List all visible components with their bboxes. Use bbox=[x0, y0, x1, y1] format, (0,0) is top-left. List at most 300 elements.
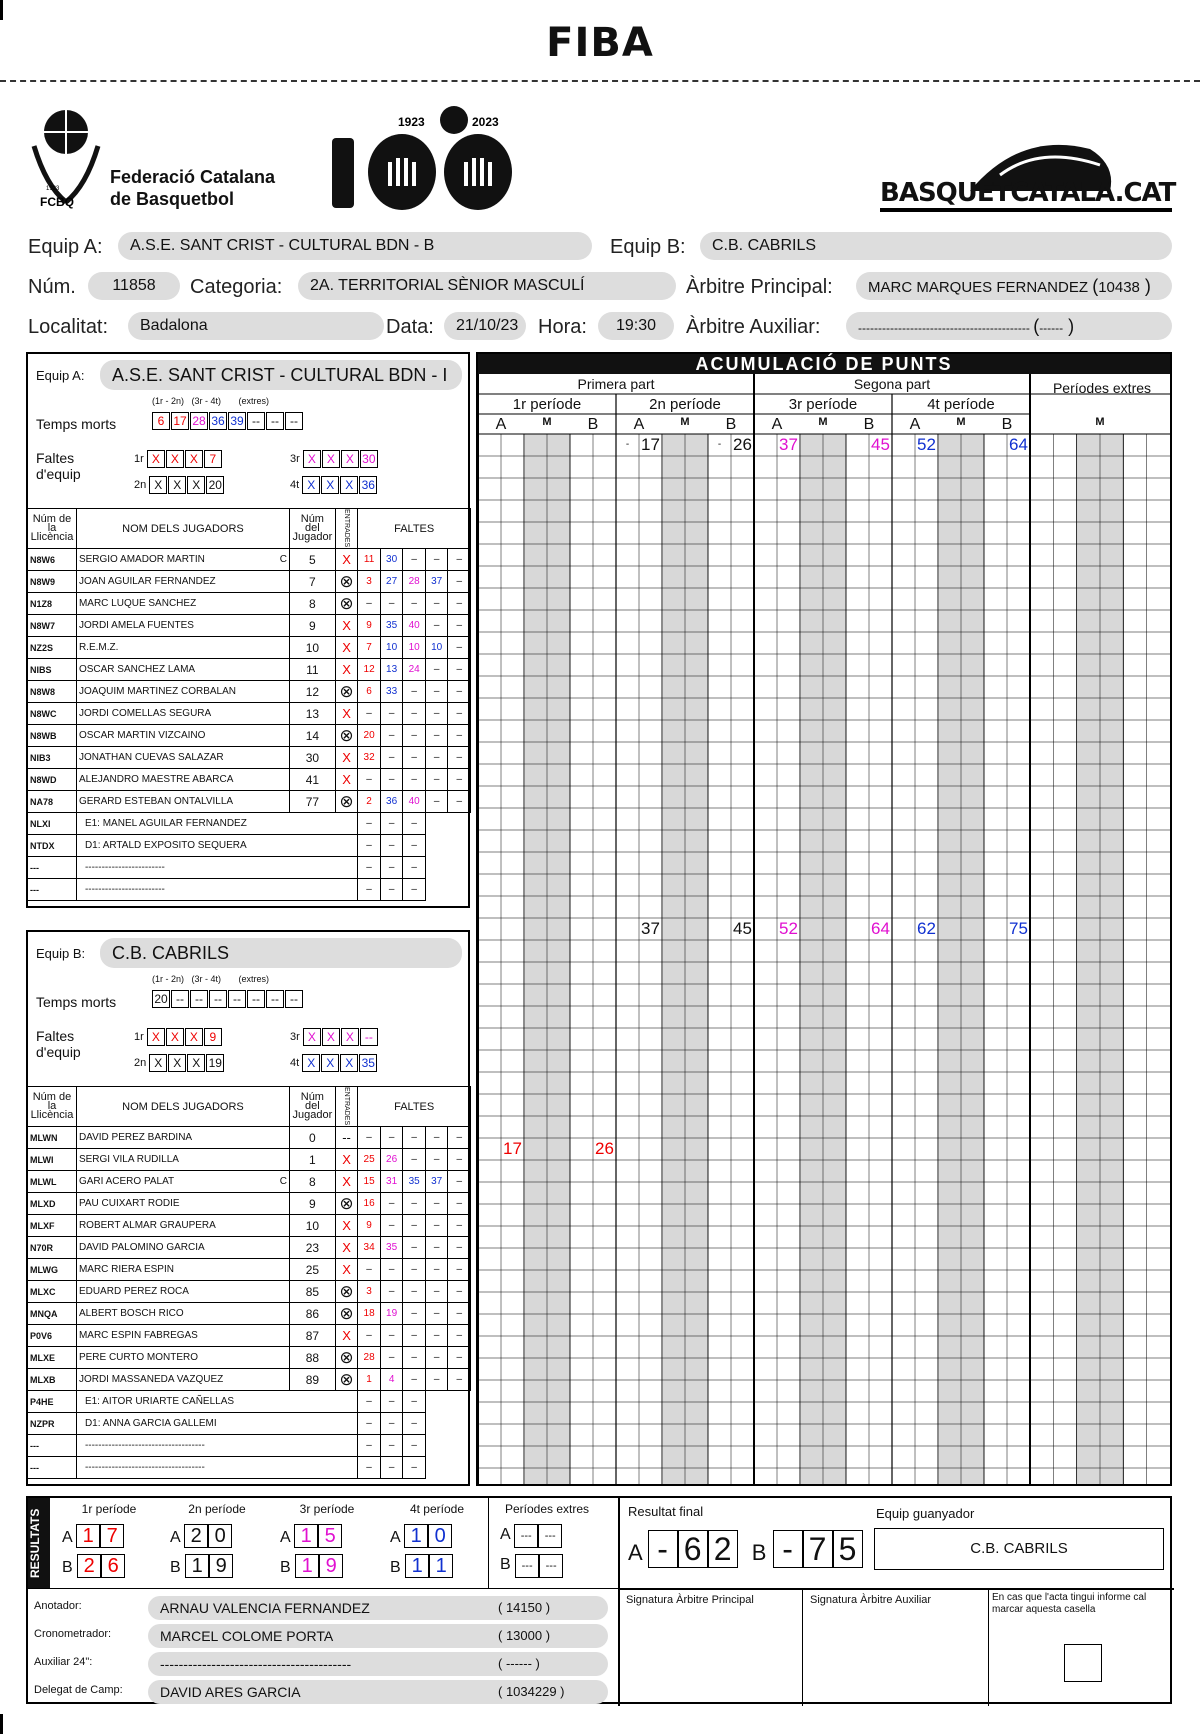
team-b-box-name[interactable]: C.B. CABRILS bbox=[100, 938, 462, 968]
staff-foul[interactable]: – bbox=[380, 1413, 403, 1435]
player-foul[interactable]: – bbox=[448, 1193, 471, 1215]
player-foul[interactable]: 16 bbox=[358, 1193, 381, 1215]
player-foul[interactable]: – bbox=[425, 1281, 448, 1303]
player-foul[interactable]: 10 bbox=[403, 637, 426, 659]
foul-mark[interactable]: X bbox=[302, 1054, 320, 1072]
player-foul[interactable]: – bbox=[448, 1215, 471, 1237]
player-foul[interactable]: 20 bbox=[358, 725, 381, 747]
timeout-box[interactable]: -- bbox=[266, 412, 284, 430]
player-foul[interactable]: – bbox=[425, 1237, 448, 1259]
foul-mark[interactable]: X bbox=[147, 1028, 165, 1046]
player-foul[interactable]: 37 bbox=[425, 1171, 448, 1193]
result-digit[interactable]: --- bbox=[539, 1554, 563, 1578]
player-foul[interactable]: 35 bbox=[380, 1237, 403, 1259]
player-entry[interactable]: X bbox=[335, 615, 358, 637]
player-foul[interactable]: 10 bbox=[425, 637, 448, 659]
player-entry[interactable]: X bbox=[335, 1171, 358, 1193]
points-grid[interactable] bbox=[478, 374, 1170, 1484]
player-foul[interactable]: – bbox=[403, 1347, 426, 1369]
foul-mark[interactable]: X bbox=[340, 1054, 358, 1072]
foul-mark[interactable]: X bbox=[321, 1054, 339, 1072]
staff-foul[interactable]: – bbox=[380, 835, 403, 857]
result-digit[interactable]: 1 bbox=[76, 1524, 100, 1548]
result-digit[interactable]: 1 bbox=[185, 1554, 209, 1578]
player-foul[interactable]: – bbox=[380, 747, 403, 769]
staff-foul[interactable]: – bbox=[358, 1391, 381, 1413]
player-foul[interactable]: 13 bbox=[380, 659, 403, 681]
foul-mark[interactable]: X bbox=[187, 1054, 205, 1072]
player-foul[interactable]: – bbox=[403, 1215, 426, 1237]
timeout-box[interactable]: 6 bbox=[152, 412, 170, 430]
player-foul[interactable]: – bbox=[403, 681, 426, 703]
acc-cell-value[interactable]: 45 bbox=[871, 435, 890, 454]
fouls-total[interactable]: 7 bbox=[204, 450, 222, 468]
referee-field[interactable]: MARC MARQUES FERNANDEZ (10438 ) bbox=[856, 272, 1172, 300]
player-foul[interactable]: 7 bbox=[358, 637, 381, 659]
foul-mark[interactable]: X bbox=[341, 450, 359, 468]
staff-foul[interactable] bbox=[448, 1435, 471, 1457]
player-foul[interactable]: 11 bbox=[358, 549, 381, 571]
player-foul[interactable]: 32 bbox=[358, 747, 381, 769]
player-foul[interactable]: – bbox=[448, 791, 471, 813]
staff-foul[interactable]: – bbox=[380, 1391, 403, 1413]
player-foul[interactable]: 31 bbox=[380, 1171, 403, 1193]
player-foul[interactable]: – bbox=[358, 703, 381, 725]
player-foul[interactable]: – bbox=[380, 1325, 403, 1347]
result-digit[interactable]: 1 bbox=[294, 1524, 318, 1548]
staff-foul[interactable] bbox=[425, 857, 448, 879]
team-b-field[interactable]: C.B. CABRILS bbox=[700, 232, 1172, 260]
result-digit[interactable]: 2 bbox=[184, 1524, 208, 1548]
timeout-box[interactable]: 20 bbox=[152, 990, 170, 1008]
player-entry[interactable]: ⊗ bbox=[335, 571, 358, 593]
player-foul[interactable]: 33 bbox=[380, 681, 403, 703]
player-foul[interactable]: – bbox=[380, 769, 403, 791]
timeout-box[interactable]: -- bbox=[285, 412, 303, 430]
player-entry[interactable]: X bbox=[335, 1325, 358, 1347]
player-foul[interactable]: – bbox=[403, 1193, 426, 1215]
player-foul[interactable]: – bbox=[425, 1193, 448, 1215]
foul-mark[interactable]: X bbox=[166, 450, 184, 468]
player-foul[interactable]: 26 bbox=[380, 1149, 403, 1171]
player-entry[interactable]: X bbox=[335, 659, 358, 681]
result-digit[interactable]: 1 bbox=[404, 1524, 428, 1548]
official-field[interactable] bbox=[148, 1596, 608, 1620]
result-digit[interactable]: 1 bbox=[405, 1554, 429, 1578]
player-foul[interactable]: – bbox=[380, 1347, 403, 1369]
timeout-box[interactable]: -- bbox=[247, 990, 265, 1008]
player-foul[interactable]: 24 bbox=[403, 659, 426, 681]
staff-foul[interactable] bbox=[448, 879, 471, 901]
timeout-box[interactable]: -- bbox=[171, 990, 189, 1008]
timeout-box[interactable]: -- bbox=[209, 990, 227, 1008]
fouls-total[interactable]: 19 bbox=[206, 1054, 224, 1072]
player-foul[interactable]: – bbox=[380, 593, 403, 615]
player-foul[interactable]: – bbox=[380, 1127, 403, 1149]
player-entry[interactable]: X bbox=[335, 1149, 358, 1171]
foul-mark[interactable]: X bbox=[341, 1028, 359, 1046]
player-foul[interactable]: – bbox=[448, 615, 471, 637]
foul-mark[interactable]: X bbox=[187, 476, 205, 494]
player-entry[interactable]: ⊗ bbox=[335, 725, 358, 747]
foul-mark[interactable]: X bbox=[185, 450, 203, 468]
player-foul[interactable]: – bbox=[380, 703, 403, 725]
fouls-total[interactable]: 35 bbox=[359, 1054, 377, 1072]
player-foul[interactable]: 4 bbox=[380, 1369, 403, 1391]
result-digit[interactable]: 9 bbox=[319, 1554, 343, 1578]
team-a-fouls-q4 bbox=[290, 476, 378, 494]
player-foul[interactable]: – bbox=[448, 637, 471, 659]
result-digit[interactable]: 1 bbox=[295, 1554, 319, 1578]
player-foul[interactable]: – bbox=[403, 747, 426, 769]
result-digit[interactable]: --- bbox=[515, 1554, 539, 1578]
player-foul[interactable]: 10 bbox=[380, 637, 403, 659]
player-foul[interactable]: – bbox=[403, 1237, 426, 1259]
staff-foul[interactable] bbox=[425, 835, 448, 857]
player-foul[interactable]: – bbox=[448, 659, 471, 681]
timeout-box[interactable]: 17 bbox=[171, 412, 189, 430]
staff-foul[interactable] bbox=[448, 813, 471, 835]
player-foul[interactable]: 18 bbox=[358, 1303, 381, 1325]
player-foul[interactable]: – bbox=[403, 1325, 426, 1347]
result-digit[interactable]: --- bbox=[514, 1524, 538, 1548]
player-foul[interactable]: 6 bbox=[358, 681, 381, 703]
timeout-box[interactable]: -- bbox=[190, 990, 208, 1008]
foul-mark[interactable]: X bbox=[166, 1028, 184, 1046]
player-foul[interactable]: – bbox=[425, 615, 448, 637]
player-foul[interactable]: – bbox=[403, 1259, 426, 1281]
staff-foul[interactable] bbox=[448, 835, 471, 857]
date-field[interactable]: 21/10/23 bbox=[444, 312, 526, 340]
player-entry[interactable]: -- bbox=[335, 1127, 358, 1149]
player-foul[interactable]: – bbox=[403, 725, 426, 747]
player-foul[interactable]: – bbox=[425, 1259, 448, 1281]
foul-mark[interactable]: X bbox=[168, 476, 186, 494]
player-foul[interactable]: – bbox=[448, 725, 471, 747]
player-entry[interactable]: ⊗ bbox=[335, 1369, 358, 1391]
result-digit[interactable]: 7 bbox=[100, 1524, 124, 1548]
acc-cell-value[interactable]: 17 bbox=[503, 1139, 522, 1158]
player-foul[interactable]: – bbox=[448, 681, 471, 703]
player-entry[interactable]: X bbox=[335, 1237, 358, 1259]
official-field[interactable] bbox=[148, 1652, 608, 1676]
staff-foul[interactable]: – bbox=[403, 813, 426, 835]
player-foul[interactable]: – bbox=[448, 1281, 471, 1303]
player-foul[interactable]: 34 bbox=[358, 1237, 381, 1259]
player-foul[interactable]: – bbox=[448, 1303, 471, 1325]
player-foul[interactable]: 28 bbox=[403, 571, 426, 593]
fouls-total[interactable]: 30 bbox=[360, 450, 378, 468]
player-number: 87 bbox=[289, 1325, 335, 1347]
player-entry[interactable]: ⊗ bbox=[335, 1303, 358, 1325]
fouls-total[interactable]: 20 bbox=[206, 476, 224, 494]
player-foul[interactable]: – bbox=[425, 791, 448, 813]
player-foul[interactable]: – bbox=[358, 769, 381, 791]
official-id: ( ------ ) bbox=[498, 1656, 540, 1671]
acc-cell-value[interactable]: 37 bbox=[779, 435, 798, 454]
player-foul[interactable]: – bbox=[380, 725, 403, 747]
staff-foul[interactable] bbox=[425, 1391, 448, 1413]
acc-cell-value[interactable]: - bbox=[717, 439, 722, 450]
player-foul[interactable]: – bbox=[403, 1281, 426, 1303]
timeout-box[interactable]: -- bbox=[228, 990, 246, 1008]
player-foul[interactable]: – bbox=[358, 1325, 381, 1347]
staff-foul[interactable] bbox=[448, 857, 471, 879]
official-field[interactable] bbox=[148, 1624, 608, 1648]
staff-foul[interactable]: – bbox=[403, 879, 426, 901]
staff-foul[interactable]: – bbox=[403, 857, 426, 879]
staff-foul[interactable]: – bbox=[403, 1391, 426, 1413]
team-a-field[interactable]: A.S.E. SANT CRIST - CULTURAL BDN - B bbox=[118, 232, 592, 260]
player-entry[interactable]: X bbox=[335, 747, 358, 769]
player-foul[interactable]: – bbox=[358, 1127, 381, 1149]
player-foul[interactable]: – bbox=[425, 549, 448, 571]
player-foul[interactable]: – bbox=[425, 769, 448, 791]
foul-mark[interactable]: X bbox=[149, 476, 167, 494]
foul-mark[interactable]: X bbox=[168, 1054, 186, 1072]
acc-cell-value[interactable]: 64 bbox=[1009, 435, 1028, 454]
foul-mark[interactable]: X bbox=[322, 450, 340, 468]
acc-cell-value[interactable]: 26 bbox=[595, 1139, 614, 1158]
player-foul[interactable]: – bbox=[403, 769, 426, 791]
time-field[interactable]: 19:30 bbox=[598, 312, 674, 340]
staff-foul[interactable] bbox=[425, 1457, 448, 1479]
num-field[interactable]: 11858 bbox=[88, 272, 180, 300]
player-foul[interactable]: 3 bbox=[358, 1281, 381, 1303]
place-field[interactable]: Badalona bbox=[128, 312, 384, 340]
player-foul[interactable]: – bbox=[403, 593, 426, 615]
final-digit[interactable]: - bbox=[648, 1530, 678, 1568]
foul-mark[interactable]: X bbox=[340, 476, 358, 494]
player-entry[interactable]: X bbox=[335, 1215, 358, 1237]
staff-foul[interactable]: – bbox=[358, 879, 381, 901]
player-entry[interactable]: ⊗ bbox=[335, 1347, 358, 1369]
player-foul[interactable]: – bbox=[425, 1303, 448, 1325]
player-foul[interactable]: 40 bbox=[403, 791, 426, 813]
player-entry[interactable]: ⊗ bbox=[335, 1281, 358, 1303]
fouls-total[interactable]: 36 bbox=[359, 476, 377, 494]
player-foul[interactable]: 37 bbox=[425, 571, 448, 593]
result-digit[interactable]: 5 bbox=[318, 1524, 342, 1548]
staff-foul[interactable] bbox=[448, 1391, 471, 1413]
player-entry[interactable]: X bbox=[335, 703, 358, 725]
player-foul[interactable]: – bbox=[425, 659, 448, 681]
fouls-total[interactable]: -- bbox=[360, 1028, 378, 1046]
staff-foul[interactable]: – bbox=[380, 1435, 403, 1457]
team-a-box-name[interactable]: A.S.E. SANT CRIST - CULTURAL BDN - I bbox=[100, 360, 462, 390]
player-foul[interactable]: 1 bbox=[358, 1369, 381, 1391]
staff-foul[interactable]: – bbox=[380, 1457, 403, 1479]
result-digit[interactable]: 0 bbox=[428, 1524, 452, 1548]
foul-mark[interactable]: X bbox=[321, 476, 339, 494]
final-digit[interactable]: 6 bbox=[678, 1530, 708, 1568]
player-foul[interactable]: – bbox=[425, 1369, 448, 1391]
timeout-box[interactable]: 28 bbox=[190, 412, 208, 430]
player-foul[interactable]: – bbox=[425, 1325, 448, 1347]
player-foul[interactable]: 25 bbox=[358, 1149, 381, 1171]
player-foul[interactable]: – bbox=[425, 1127, 448, 1149]
staff-foul[interactable]: – bbox=[403, 1435, 426, 1457]
player-foul[interactable]: – bbox=[425, 725, 448, 747]
acc-cell-value[interactable]: 26 bbox=[733, 435, 752, 454]
aux-field[interactable]: ------------------------------------------- (------ ) bbox=[846, 312, 1172, 340]
result-digit[interactable]: --- bbox=[538, 1524, 562, 1548]
final-digit[interactable]: 7 bbox=[803, 1530, 833, 1568]
player-captain bbox=[259, 681, 290, 703]
acc-cell-value[interactable]: 64 bbox=[871, 919, 890, 938]
player-foul[interactable]: 9 bbox=[358, 615, 381, 637]
player-foul[interactable]: 19 bbox=[380, 1303, 403, 1325]
player-foul[interactable]: – bbox=[448, 1325, 471, 1347]
player-entry[interactable]: X bbox=[335, 1259, 358, 1281]
acc-cell-value[interactable]: 45 bbox=[733, 919, 752, 938]
player-foul[interactable]: – bbox=[448, 769, 471, 791]
player-foul[interactable]: – bbox=[425, 747, 448, 769]
staff-foul[interactable]: – bbox=[380, 857, 403, 879]
player-foul[interactable]: 3 bbox=[358, 571, 381, 593]
staff-foul[interactable] bbox=[448, 1457, 471, 1479]
player-foul[interactable]: – bbox=[380, 1193, 403, 1215]
player-foul[interactable]: – bbox=[358, 1259, 381, 1281]
staff-foul[interactable]: – bbox=[358, 835, 381, 857]
player-foul[interactable]: – bbox=[448, 593, 471, 615]
staff-foul[interactable]: – bbox=[358, 813, 381, 835]
player-foul[interactable]: – bbox=[448, 1149, 471, 1171]
winner-field[interactable]: C.B. CABRILS bbox=[874, 1528, 1164, 1570]
staff-foul[interactable]: – bbox=[380, 879, 403, 901]
fouls-total[interactable]: 9 bbox=[204, 1028, 222, 1046]
player-foul[interactable]: – bbox=[448, 1369, 471, 1391]
player-entry[interactable]: ⊗ bbox=[335, 791, 358, 813]
foul-mark[interactable]: X bbox=[303, 450, 321, 468]
staff-foul[interactable]: – bbox=[358, 857, 381, 879]
player-foul[interactable]: 15 bbox=[358, 1171, 381, 1193]
player-foul[interactable]: – bbox=[403, 549, 426, 571]
report-checkbox[interactable] bbox=[1064, 1644, 1102, 1682]
timeout-box[interactable]: 39 bbox=[228, 412, 246, 430]
timeout-box[interactable]: -- bbox=[285, 990, 303, 1008]
timeout-box[interactable]: 36 bbox=[209, 412, 227, 430]
foul-mark[interactable]: X bbox=[149, 1054, 167, 1072]
staff-foul[interactable] bbox=[425, 879, 448, 901]
player-foul[interactable]: – bbox=[448, 1237, 471, 1259]
player-foul[interactable]: 30 bbox=[380, 549, 403, 571]
acc-col-label: M bbox=[1095, 416, 1105, 428]
player-foul[interactable]: – bbox=[380, 1259, 403, 1281]
timeout-box[interactable]: -- bbox=[247, 412, 265, 430]
player-foul[interactable]: – bbox=[403, 703, 426, 725]
player-foul[interactable]: – bbox=[425, 681, 448, 703]
quarter-label: 3r bbox=[290, 1030, 300, 1043]
player-foul[interactable]: – bbox=[403, 1149, 426, 1171]
player-foul[interactable]: 2 bbox=[358, 791, 381, 813]
staff-foul[interactable]: – bbox=[358, 1457, 381, 1479]
player-entry[interactable]: ⊗ bbox=[335, 593, 358, 615]
player-foul[interactable]: – bbox=[448, 571, 471, 593]
player-entry[interactable]: ⊗ bbox=[335, 1193, 358, 1215]
player-foul[interactable]: – bbox=[425, 593, 448, 615]
acc-cell-value[interactable]: - bbox=[625, 439, 630, 450]
result-digit[interactable]: 2 bbox=[77, 1554, 101, 1578]
player-foul[interactable]: – bbox=[403, 1127, 426, 1149]
official-field[interactable] bbox=[148, 1680, 608, 1704]
staff-foul[interactable] bbox=[425, 1435, 448, 1457]
player-foul[interactable]: – bbox=[380, 1281, 403, 1303]
foul-mark[interactable]: X bbox=[302, 476, 320, 494]
result-digit[interactable]: 0 bbox=[208, 1524, 232, 1548]
player-foul[interactable]: – bbox=[448, 1127, 471, 1149]
player-foul[interactable]: – bbox=[425, 703, 448, 725]
player-foul[interactable]: – bbox=[425, 1347, 448, 1369]
player-foul[interactable]: – bbox=[448, 1259, 471, 1281]
player-foul[interactable]: – bbox=[448, 1171, 471, 1193]
player-foul[interactable]: – bbox=[448, 1347, 471, 1369]
player-foul[interactable]: 36 bbox=[380, 791, 403, 813]
acc-col-label: M bbox=[680, 416, 690, 428]
player-foul[interactable]: – bbox=[448, 549, 471, 571]
player-foul[interactable]: 35 bbox=[380, 615, 403, 637]
player-foul[interactable]: 35 bbox=[403, 1171, 426, 1193]
staff-foul[interactable]: – bbox=[358, 1435, 381, 1457]
result-digit[interactable]: 6 bbox=[101, 1554, 125, 1578]
staff-foul[interactable]: – bbox=[403, 835, 426, 857]
player-foul[interactable]: 9 bbox=[358, 1215, 381, 1237]
player-foul[interactable]: – bbox=[448, 703, 471, 725]
official-label: Auxiliar 24": bbox=[34, 1656, 93, 1668]
player-foul[interactable]: – bbox=[425, 1215, 448, 1237]
staff-foul[interactable]: – bbox=[403, 1457, 426, 1479]
foul-mark[interactable]: X bbox=[322, 1028, 340, 1046]
player-foul[interactable]: 40 bbox=[403, 615, 426, 637]
staff-foul[interactable] bbox=[448, 1413, 471, 1435]
staff-foul[interactable] bbox=[425, 813, 448, 835]
acc-cell-value[interactable]: 62 bbox=[917, 919, 936, 938]
acc-cell-value[interactable]: 52 bbox=[917, 435, 936, 454]
staff-foul[interactable] bbox=[425, 1413, 448, 1435]
final-digit[interactable]: 5 bbox=[833, 1530, 863, 1568]
foul-mark[interactable]: X bbox=[185, 1028, 203, 1046]
player-foul[interactable]: – bbox=[448, 747, 471, 769]
player-foul[interactable]: – bbox=[358, 593, 381, 615]
foul-mark[interactable]: X bbox=[147, 450, 165, 468]
final-digit[interactable]: - bbox=[773, 1530, 803, 1568]
player-foul[interactable]: – bbox=[380, 1215, 403, 1237]
player-foul[interactable]: – bbox=[425, 1149, 448, 1171]
acc-cell-value[interactable]: 52 bbox=[779, 919, 798, 938]
timeout-box[interactable]: -- bbox=[266, 990, 284, 1008]
result-digit[interactable]: 1 bbox=[429, 1554, 453, 1578]
acc-cell-value[interactable]: 75 bbox=[1009, 919, 1028, 938]
acc-cell-value[interactable]: 37 bbox=[641, 919, 660, 938]
category-field[interactable]: 2A. TERRITORIAL SÈNIOR MASCULÍ bbox=[298, 272, 676, 300]
player-entry[interactable]: ⊗ bbox=[335, 681, 358, 703]
staff-foul[interactable]: – bbox=[358, 1413, 381, 1435]
final-digit[interactable]: 2 bbox=[708, 1530, 738, 1568]
result-digit[interactable]: 9 bbox=[209, 1554, 233, 1578]
foul-mark[interactable]: X bbox=[303, 1028, 321, 1046]
player-foul[interactable]: 28 bbox=[358, 1347, 381, 1369]
player-foul[interactable]: 12 bbox=[358, 659, 381, 681]
acc-cell-value[interactable]: 17 bbox=[641, 435, 660, 454]
player-entry[interactable]: X bbox=[335, 549, 358, 571]
player-foul[interactable]: – bbox=[403, 1369, 426, 1391]
staff-foul[interactable]: – bbox=[403, 1413, 426, 1435]
player-foul[interactable]: – bbox=[403, 1303, 426, 1325]
player-entry[interactable]: X bbox=[335, 637, 358, 659]
player-foul[interactable]: 27 bbox=[380, 571, 403, 593]
staff-foul[interactable]: – bbox=[380, 813, 403, 835]
player-entry[interactable]: X bbox=[335, 769, 358, 791]
